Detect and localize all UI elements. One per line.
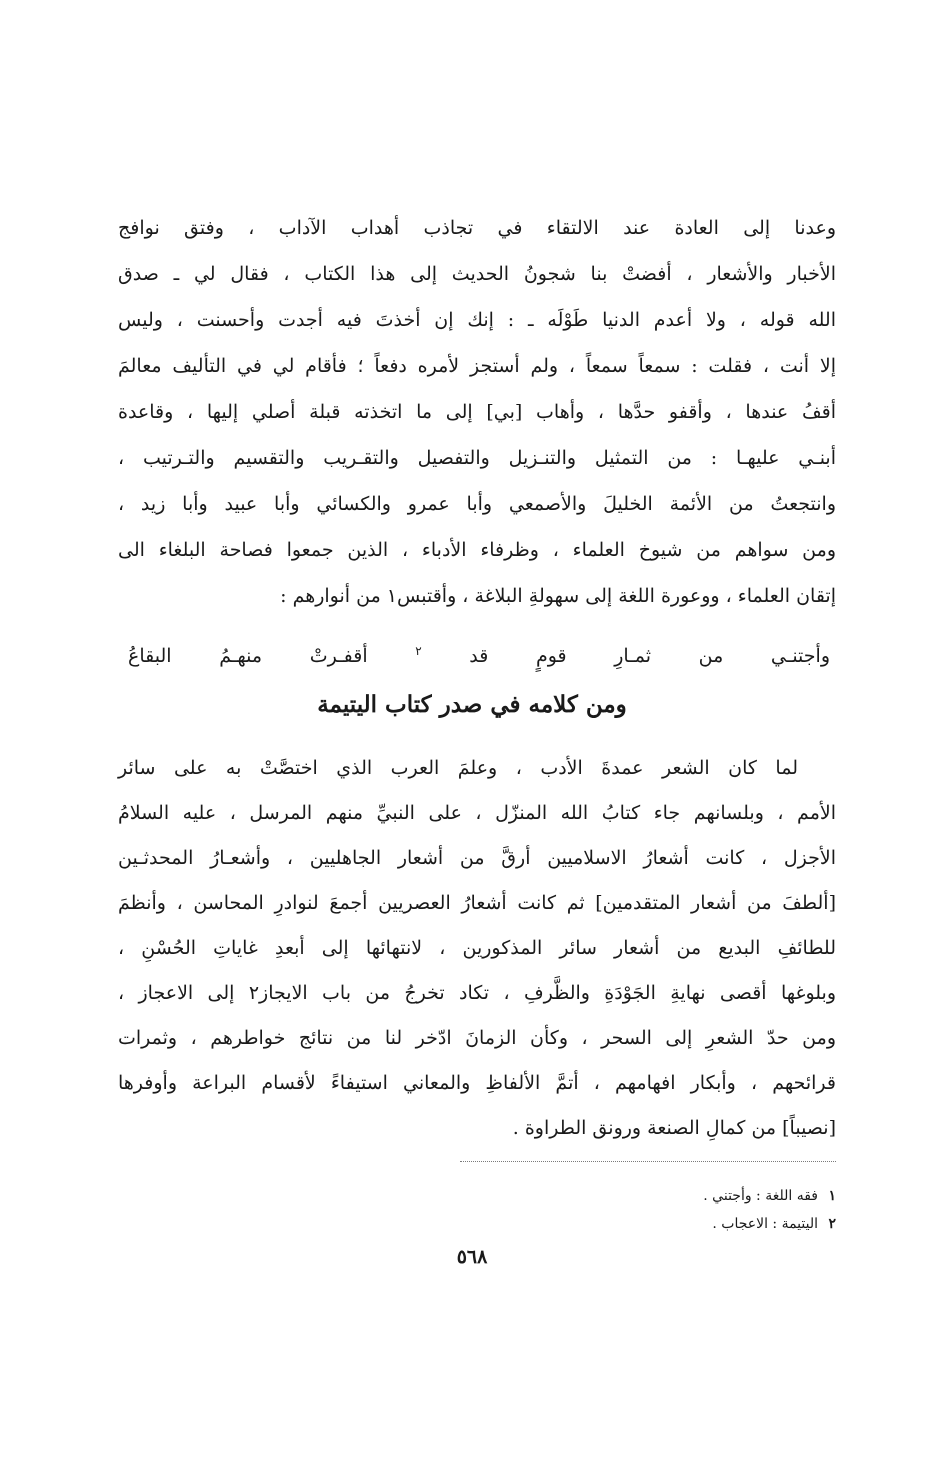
paragraph-line: الأجزل ، كانت أشعارُ الاسلاميين أرقَّ من أشعار الجاهليين ، وأشعـارُ المحدثـين — [118, 847, 836, 869]
paragraph-line: أقفُ عندها ، وأقفو حدَّها ، وأهاب [بي] إلى ما اتخذته قبلة أصلي إليها ، وقاعدة — [118, 401, 836, 423]
paragraph-line: [ألطفَ من أشعار المتقدمين] ثم كانت أشعارُ العصريين أجمعَ لنوادرِ المحاسن ، وأنظمَ — [118, 892, 836, 914]
paragraph-line: إتقان العلماء ، ووعورة اللغة إلى سهولةِ البلاغة ، وأقتبس١ من أنوارهم : — [280, 585, 836, 607]
verse-word: من — [698, 645, 724, 667]
poem-verse — [128, 636, 830, 676]
paragraph-line: الأخبار والأشعار ، أفضتْ بنا شجونُ الحديث إلى هذا الكتاب ، فقال لي ـ صدق — [118, 263, 836, 285]
paragraph-line: وانتجعتُ من الأئمة الخليلَ والأصمعي وأبا عمرو والكسائي وأبا عبيد وأبا زيد ، — [118, 493, 836, 515]
verse-word: أقفـرتْ — [309, 645, 368, 667]
footnote-text: اليتيمة : الاعجاب . — [712, 1216, 819, 1232]
paragraph-line: الله قوله ، ولا أعدم الدنيا طَوْلَه ـ : إنك إن أخذتَ فيه أجدت وأحسنت ، وليس — [118, 309, 836, 331]
footnote-text: فقه اللغة : وأجتني . — [703, 1188, 819, 1204]
paragraph-line: قرائحهم ، وأبكار افهامهم ، أتمَّ الألفاظِ والمعاني استيفاءً لأقسام البراعة وأوفرها — [118, 1072, 837, 1094]
verse-word: قد — [469, 645, 489, 667]
section-heading: ومن كلامه في صدر كتاب اليتيمة — [317, 691, 627, 718]
verse-footnote-marker: ٢ — [415, 644, 422, 658]
paragraph-line: لما كان الشعر عمدةَ الأدب ، وعلمَ العرب الذي اختصَّتْ به على سائر — [118, 757, 798, 779]
footnote-number: ١ — [828, 1188, 836, 1204]
paragraph-line: ومن حدّ الشعرِ إلى السحر ، وكأن الزمانَ ادّخر لنا من نتائج خواطرهم ، وثمرات — [118, 1027, 836, 1049]
verse-word: منهـمُ — [219, 645, 263, 667]
paragraph-line: [نصيباً] من كمالِ الصنعة ورونق الطراوة . — [512, 1117, 836, 1139]
paragraph-line: للطائفِ البديع من أشعار سائر المذكورين ، لانتهائها إلى أبعدِ غاياتِ الحُسْنِ ، — [118, 937, 836, 959]
paragraph-1 — [118, 208, 836, 618]
paragraph-line: ومن سواهم من شيوخ العلماء ، وظرفاء الأدباء ، الذين جمعوا فصاحة البلغاء الى — [118, 539, 836, 561]
verse-word: البقاعُ — [128, 645, 172, 667]
footnote-item — [500, 1210, 836, 1238]
paragraph-line: إلا أنت ، فقلت : سمعاً سمعاً ، ولم أستجز لأمره دفعاً ؛ فأقام لي في التأليف معالمَ — [118, 355, 836, 377]
paragraph-line: الأمم ، وبلسانهم جاء كتابُ الله المنزّل ، على النبيِّ منهم المرسل ، عليه السلامُ — [118, 802, 836, 824]
footnote-item — [500, 1182, 836, 1210]
verse-word: ثمـارِ — [614, 645, 652, 667]
verse-word: قومٍ — [535, 645, 567, 667]
footnote-number: ٢ — [828, 1216, 836, 1232]
page-number: ٥٦٨ — [456, 1246, 488, 1268]
paragraph-line: أبنـي عليهـا : من التمثيل والتنـزيل والتفصيل والتقـريب والتقسيم والتـرتيب ، — [118, 447, 836, 469]
paragraph-line: وبلوغها أقصى نهايةِ الجَوْدَةِ والظَّرفِ ، تكاد تخرجُ من باب الايجاز٢ إلى الاعجاز ، — [118, 982, 837, 1004]
paragraph-2 — [118, 748, 836, 1148]
verse-word: وأجتنـي — [770, 645, 830, 667]
footnotes — [500, 1182, 836, 1238]
paragraph-line: وعدنا إلى العادة عند الالتقاء في تجاذب أهداب الآداب ، وفتق نوافج — [118, 217, 836, 239]
footnote-divider — [460, 1161, 836, 1162]
